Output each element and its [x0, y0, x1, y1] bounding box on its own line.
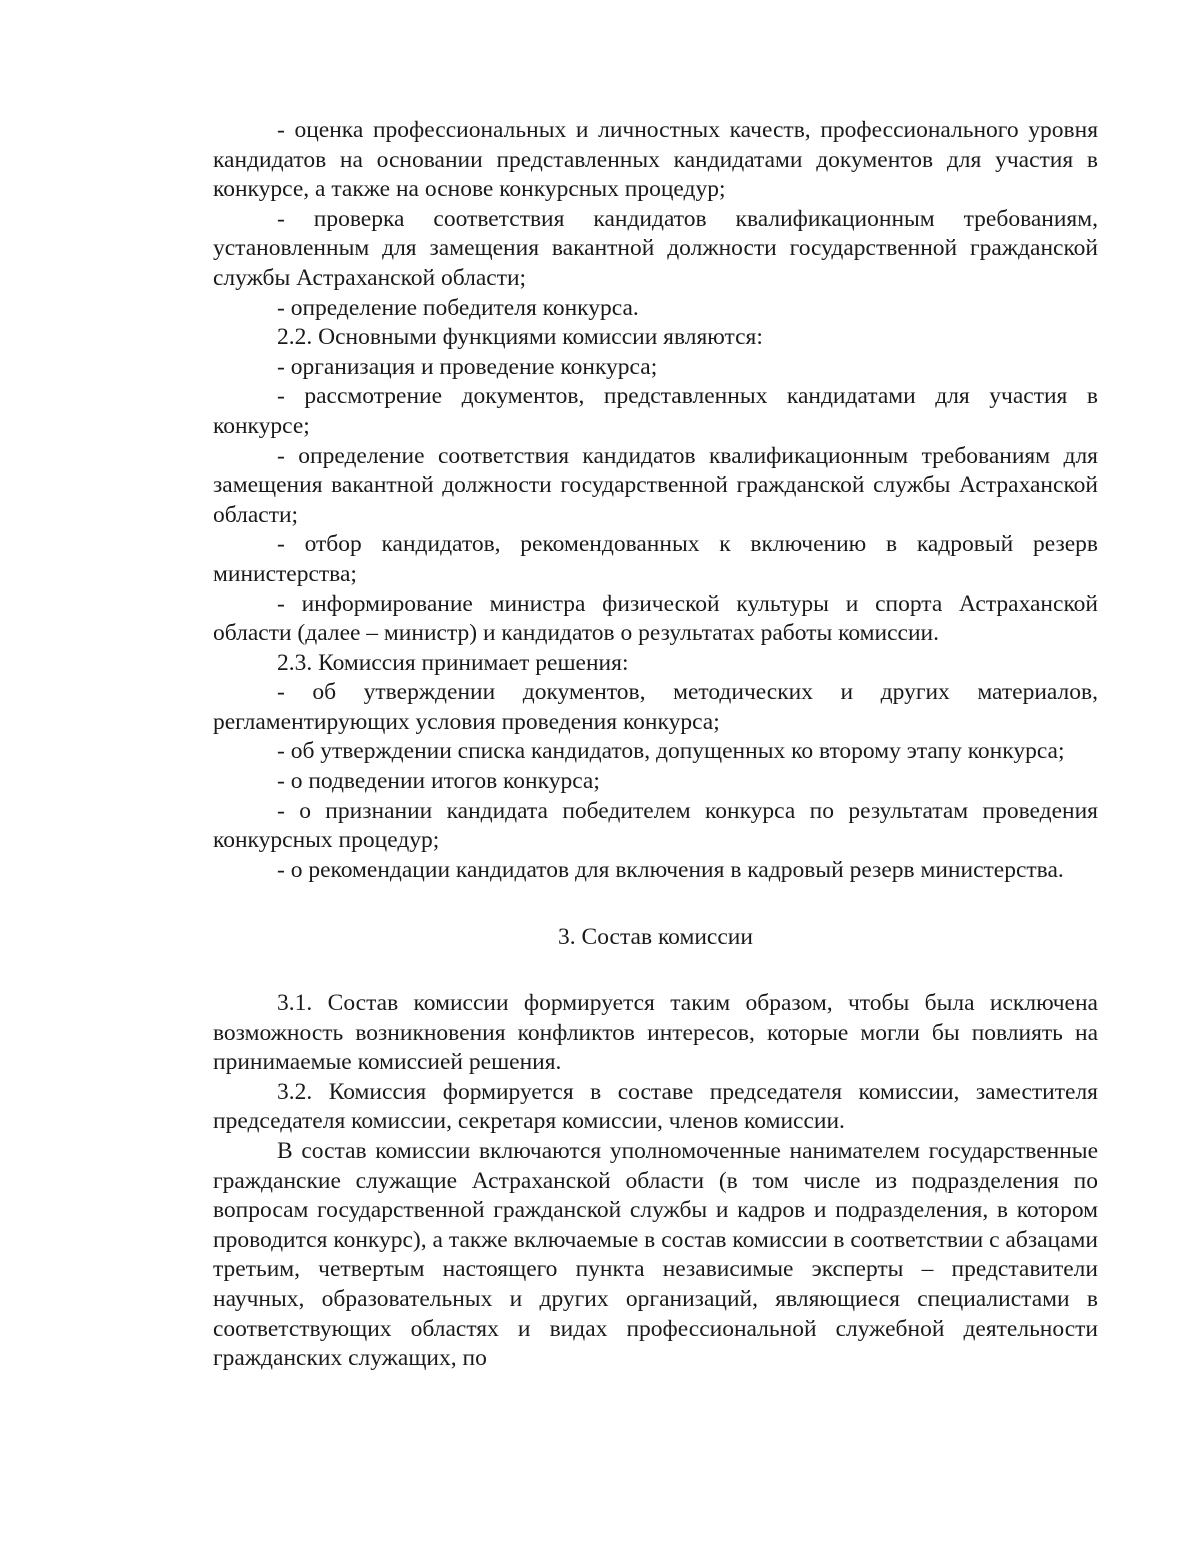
paragraph-winner-recognition: - о признании кандидата победителем конкурса по результатам проведения конкурсных процедур; — [213, 797, 1098, 854]
paragraph-informing-minister: - информирование министра физической культуры и спорта Астраханской области (далее – министр) и кандидатов о результатах работы комиссии. — [213, 590, 1098, 647]
paragraph-assessment-qualities: - оценка профессиональных и личностных качеств, профессионального уровня кандидатов на основании представленных кандидатами документов для участия в конкурсе, а также на основе конкурсных процедур; — [213, 117, 1098, 203]
paragraph-3-1: 3.1. Состав комиссии формируется таким образом, чтобы была исключена возможность возникновения конфликтов интересов, которые могли бы повлиять на принимаемые комиссией решения. — [213, 990, 1098, 1076]
paragraph-document-review: - рассмотрение документов, представленных кандидатами для участия в конкурсе; — [213, 383, 1098, 439]
paragraph-qualification-check: - проверка соответствия кандидатов квалификационным требованиям, установленным для замещения вакантной должности государственной гражданской службы Астраханской области; — [213, 205, 1098, 291]
document-body — [213, 116, 1098, 1374]
paragraph-results-summary: - о подведении итогов конкурса; — [277, 768, 600, 795]
paragraph-approve-candidate-list: - об утверждении списка кандидатов, допущенных ко второму этапу конкурса; — [277, 738, 1065, 765]
section-heading-commission-composition: 3. Состав комиссии — [558, 924, 753, 951]
paragraph-winner-selection: - определение победителя конкурса. — [277, 294, 639, 321]
paragraph-compliance-determination: - определение соответствия кандидатов квалификационным требованиям для замещения вакантной должности государственной гражданской службы Астраханской области; — [213, 442, 1098, 528]
paragraph-3-2: 3.2. Комиссия формируется в составе председателя комиссии, заместителя председателя комиссии, секретаря комиссии, членов комиссии. — [213, 1078, 1098, 1135]
paragraph-reserve-selection: - отбор кандидатов, рекомендованных к включению в кадровый резерв министерства; — [213, 531, 1098, 587]
paragraph-approve-documents: - об утверждении документов, методических и других материалов, регламентирующих условия проведения конкурса; — [213, 679, 1098, 735]
paragraph-reserve-recommendation: - о рекомендации кандидатов для включения в кадровый резерв министерства. — [277, 856, 1064, 883]
paragraph-2-3-heading: 2.3. Комиссия принимает решения: — [277, 649, 629, 676]
paragraph-2-2-heading: 2.2. Основными функциями комиссии являются: — [277, 324, 763, 351]
paragraph-commission-members: В состав комиссии включаются уполномоченные нанимателем государственные гражданские служащие Астраханской области (в том числе из подразделения по вопросам государственной гражданской службы и кадров и подразделения, в котором проводится конкурс), а также включаемые в состав комиссии в соответствии с абзацами третьим, четвертым настоящего пункта независимые эксперты – представители научных, образовательных и других организаций, являющиеся специалистами в соответствующих областях и видах профессиональной служебной деятельности гражданских служащих, по — [213, 1138, 1098, 1372]
paragraph-organization: - организация и проведение конкурса; — [277, 353, 658, 380]
